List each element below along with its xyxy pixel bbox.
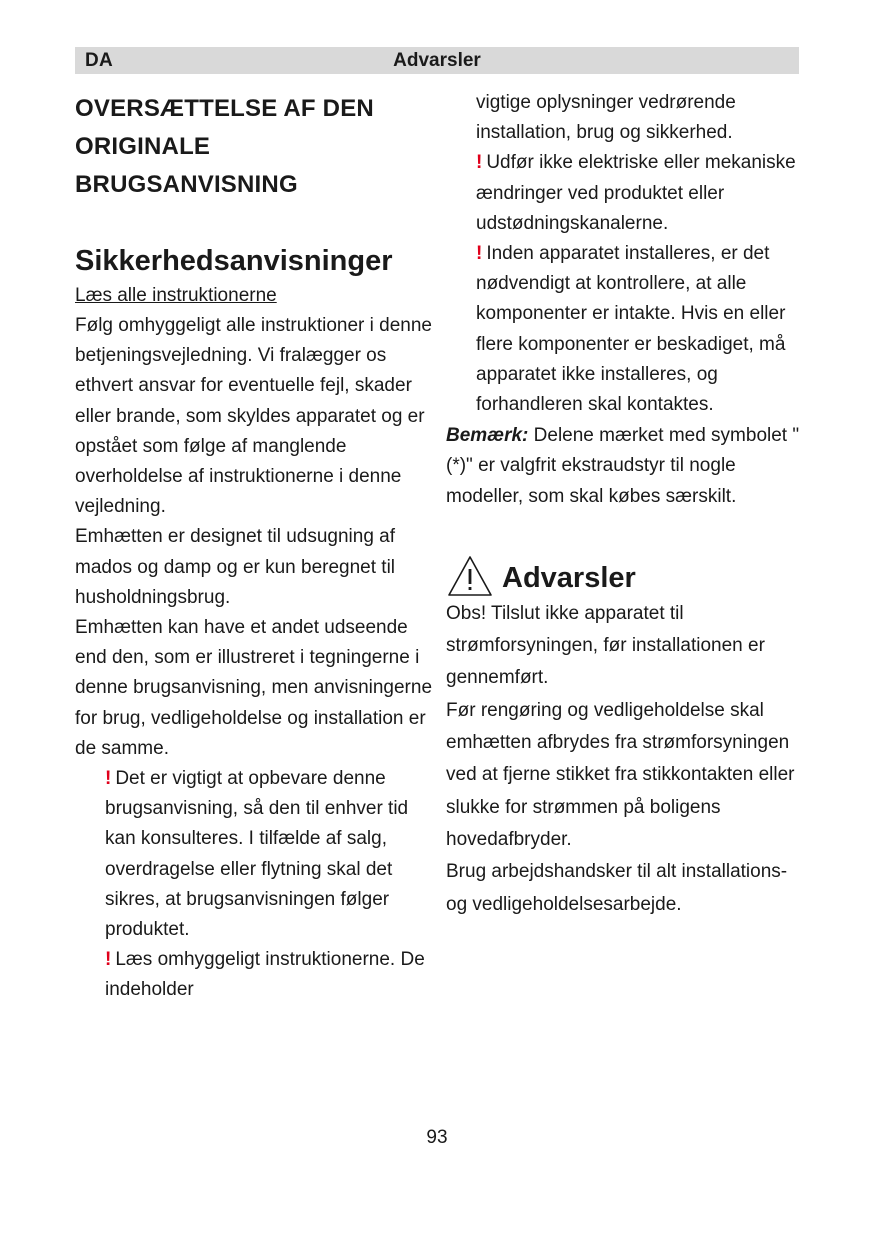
language-code: DA: [85, 50, 114, 71]
warnings-title: Advarsler: [502, 561, 636, 594]
warning-item-check-components: [446, 239, 806, 420]
page-number: 93: [426, 1127, 448, 1148]
warning-item-continued: vigtige oplysninger vedrørende installation, brug og sikkerhed.: [476, 92, 736, 144]
subheading: Læs alle instruktionerne: [75, 285, 277, 306]
note-label: Bemærk:: [446, 425, 529, 447]
paragraph-instructions: Følg omhyggeligt alle instruktioner i denne betjeningsvejledning. Vi fralægger os ethvert ansvar for eventuelle fejl, skader eller brande, som skyldes apparatet og er opstået som følge af manglende overholdelse af instruktionerne i denne vejledning.: [75, 315, 432, 518]
warning-triangle-icon: [446, 554, 494, 598]
warning-paragraph-cleaning: Før rengøring og vedligeholdelse skal emhætten afbrydes fra strømforsyningen ved at fjerne stikket fra stikkontakten eller slukke for strømmen på boligens hovedafbryder.: [446, 699, 795, 850]
exclamation-icon: !: [105, 949, 112, 971]
warning-text: Det er vigtigt at opbevare denne brugsanvisning, så den til enhver tid kan konsulteres. I tilfælde af salg, overdragelse eller flytning skal det sikres, at brugsanvisningen følger produktet.: [105, 768, 409, 941]
document-title: OVERSÆTTELSE AF DEN ORIGINALE BRUGSANVISNING: [75, 95, 374, 198]
section-title: Sikkerhedsanvisninger: [75, 245, 393, 277]
warning-text: Læs omhyggeligt instruktionerne. De indeholder: [105, 949, 425, 1001]
warning-paragraph-power: Obs! Tilslut ikke apparatet til strømforsyningen, før installationen er gennemført.: [446, 602, 765, 689]
exclamation-icon: !: [476, 243, 483, 265]
left-column: [75, 90, 435, 1006]
exclamation-icon: !: [476, 152, 483, 174]
warning-item-keep-manual: [75, 764, 435, 945]
warning-text: Udfør ikke elektriske eller mekaniske ændringer ved produktet eller udstødningskanalerne.: [476, 152, 796, 234]
warning-item-no-modifications: [446, 148, 806, 239]
warning-text: Inden apparatet installeres, er det nødvendigt at kontrollere, at alle komponenter er intakte. Hvis en eller flere komponenter er beskadiget, må apparatet ikke installeres, og forhandleren skal kontaktes.: [476, 243, 786, 416]
page-header: [75, 47, 799, 74]
header-title: Advarsler: [393, 50, 481, 71]
warning-paragraph-gloves: Brug arbejdshandsker til alt installations- og vedligeholdelsesarbejde.: [446, 861, 788, 915]
paragraph-purpose: Emhætten er designet til udsugning af mados og damp og er kun beregnet til husholdningsbrug.: [75, 526, 396, 608]
warning-item-read-instructions: [75, 945, 435, 1005]
paragraph-appearance: Emhætten kan have et andet udseende end den, som er illustreret i tegningerne i denne brugsanvisning, men anvisningerne for brug, vedligeholdelse og installation er de samme.: [75, 617, 433, 759]
warnings-heading: [446, 550, 806, 598]
note-text: Delene mærket med symbolet "(*)" er valgfrit ekstraudstyr til nogle modeller, som skal købes særskilt.: [446, 425, 800, 507]
note: [446, 420, 806, 512]
right-column: [446, 88, 806, 921]
exclamation-icon: !: [105, 768, 112, 790]
